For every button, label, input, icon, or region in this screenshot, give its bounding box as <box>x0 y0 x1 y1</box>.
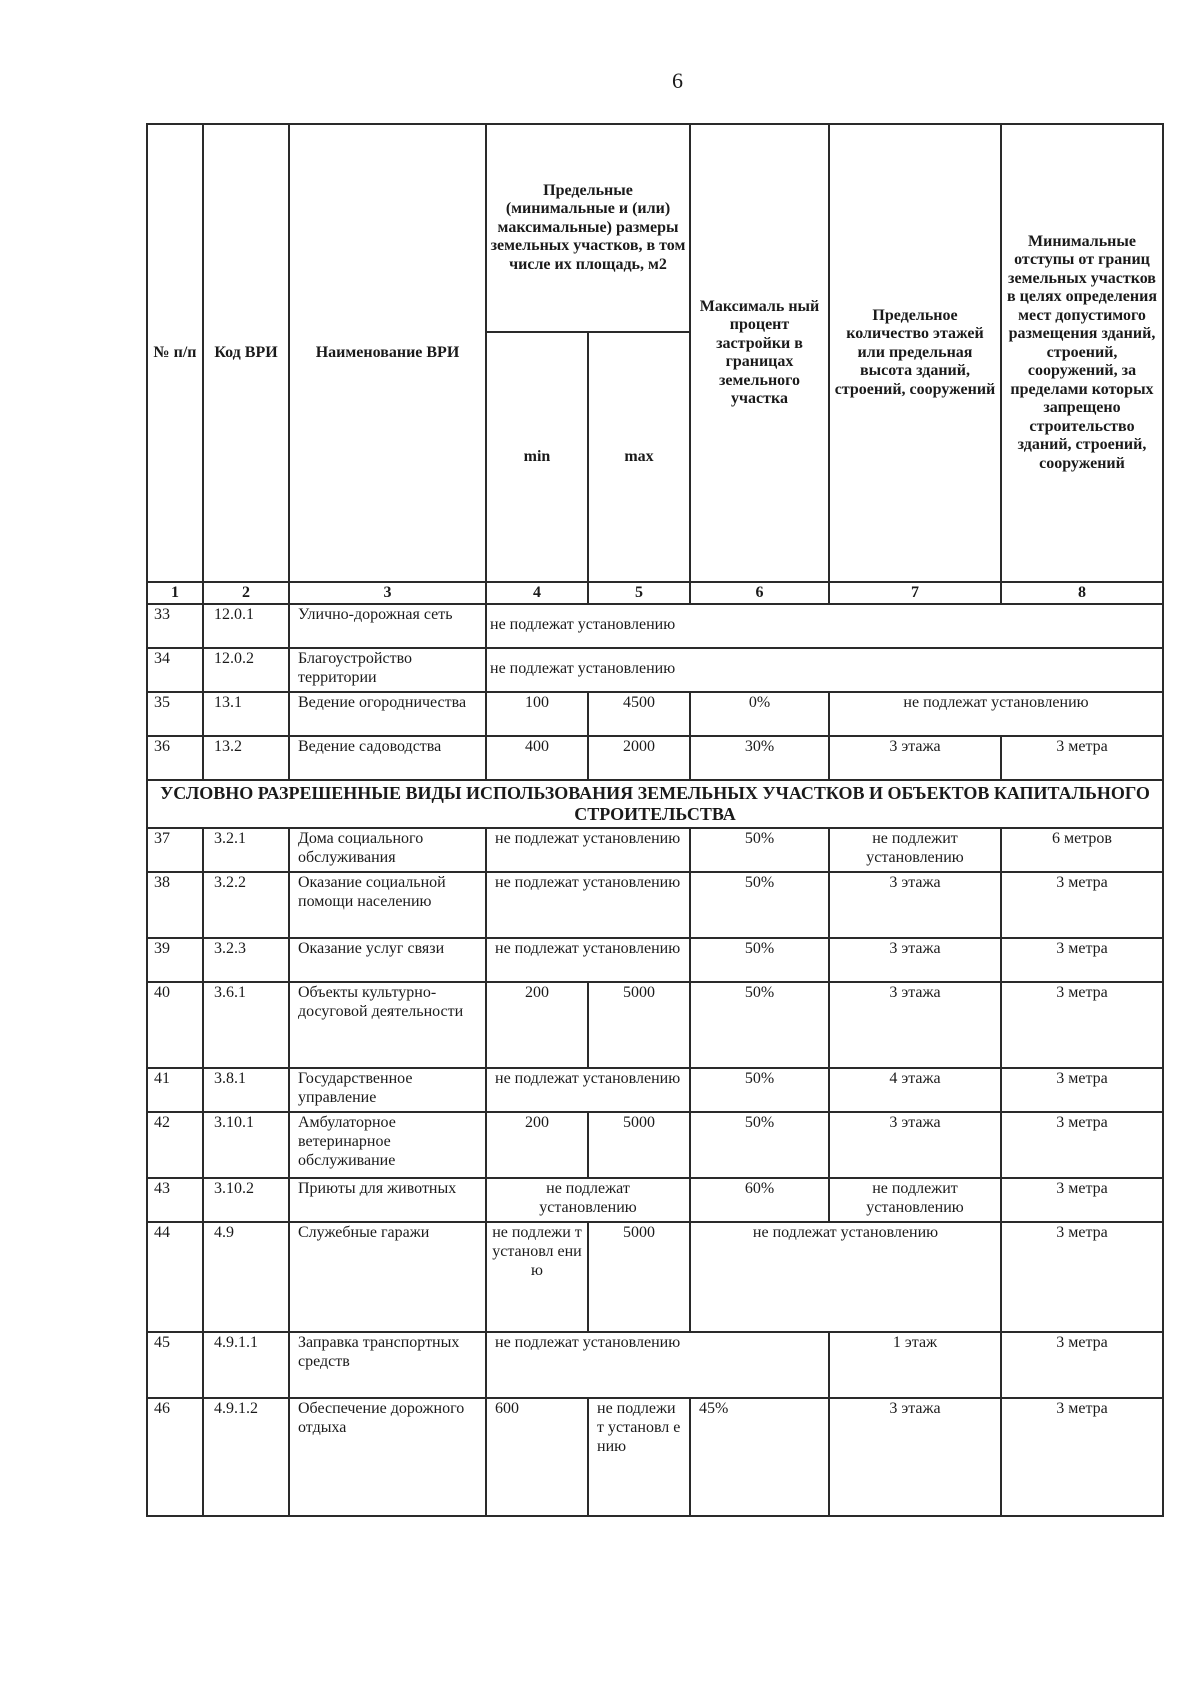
vri-name: Обеспечение дорожного отдыха <box>289 1398 486 1516</box>
min-value: 400 <box>486 736 588 780</box>
row-number: 36 <box>147 736 203 780</box>
vri-name: Заправка транспортных средств <box>289 1332 486 1398</box>
minmax-value: не подлежат установлению <box>486 938 690 982</box>
floors-value: 3 этажа <box>829 982 1001 1068</box>
row-number: 40 <box>147 982 203 1068</box>
coverage-value: 50% <box>690 828 829 872</box>
max-value: 4500 <box>588 692 690 736</box>
column-numbers-row <box>147 582 1163 604</box>
vri-code: 13.1 <box>203 692 289 736</box>
row-number: 35 <box>147 692 203 736</box>
table-row <box>147 1222 1163 1332</box>
merged-value: не подлежат установлению <box>486 604 1163 648</box>
table-row <box>147 982 1163 1068</box>
header-name: Наименование ВРИ <box>289 124 486 582</box>
vri-name: Ведение садоводства <box>289 736 486 780</box>
vri-code: 3.8.1 <box>203 1068 289 1112</box>
header-code: Код ВРИ <box>203 124 289 582</box>
table-row <box>147 1332 1163 1398</box>
merged-value: не подлежат установлению <box>486 1332 829 1398</box>
table-row <box>147 1112 1163 1178</box>
max-value: не подлежи т установл ению <box>588 1398 690 1516</box>
floors-value: 1 этаж <box>829 1332 1001 1398</box>
setback-value: 3 метра <box>1001 1112 1163 1178</box>
vri-name: Объекты культурно-досуговой деятельности <box>289 982 486 1068</box>
coverage-value: 50% <box>690 1068 829 1112</box>
coverage-value: 50% <box>690 982 829 1068</box>
coverage-value: 50% <box>690 1112 829 1178</box>
column-number: 4 <box>486 582 588 604</box>
coverage-value: 50% <box>690 938 829 982</box>
header-number: № п/п <box>147 124 203 582</box>
setback-value: 3 метра <box>1001 982 1163 1068</box>
row-number: 38 <box>147 872 203 938</box>
vri-name: Улично-дорожная сеть <box>289 604 486 648</box>
vri-code: 3.10.1 <box>203 1112 289 1178</box>
floors-value: 4 этажа <box>829 1068 1001 1112</box>
section-row <box>147 780 1163 828</box>
vri-name: Дома социального обслуживания <box>289 828 486 872</box>
vri-code: 12.0.1 <box>203 604 289 648</box>
merged-value: не подлежат установлению <box>829 692 1163 736</box>
floors-value: не подлежит установлению <box>829 1178 1001 1222</box>
setback-value: 6 метров <box>1001 828 1163 872</box>
min-value: не подлежи т установл ению <box>486 1222 588 1332</box>
vri-code: 3.10.2 <box>203 1178 289 1222</box>
vri-name: Служебные гаражи <box>289 1222 486 1332</box>
floors-value: не подлежит установлению <box>829 828 1001 872</box>
table-row <box>147 648 1163 692</box>
vri-name: Оказание социальной помощи населению <box>289 872 486 938</box>
table-row <box>147 736 1163 780</box>
setback-value: 3 метра <box>1001 1398 1163 1516</box>
vri-code: 3.6.1 <box>203 982 289 1068</box>
vri-name: Государственное управление <box>289 1068 486 1112</box>
coverage-value: 30% <box>690 736 829 780</box>
column-number: 1 <box>147 582 203 604</box>
coverage-value: 0% <box>690 692 829 736</box>
table-row <box>147 1178 1163 1222</box>
min-value: 200 <box>486 982 588 1068</box>
coverage-value: 60% <box>690 1178 829 1222</box>
merged-value: не подлежат установлению <box>486 648 1163 692</box>
vri-name: Амбулаторное ветеринарное обслуживание <box>289 1112 486 1178</box>
setback-value: 3 метра <box>1001 736 1163 780</box>
row-number: 34 <box>147 648 203 692</box>
min-value: 100 <box>486 692 588 736</box>
column-number: 5 <box>588 582 690 604</box>
column-number: 6 <box>690 582 829 604</box>
table-row <box>147 604 1163 648</box>
row-number: 43 <box>147 1178 203 1222</box>
vri-code: 12.0.2 <box>203 648 289 692</box>
table-row <box>147 692 1163 736</box>
header-floors: Предельное количество этажей или предельная высота зданий, строений, сооружений <box>829 124 1001 582</box>
section-title: УСЛОВНО РАЗРЕШЕННЫЕ ВИДЫ ИСПОЛЬЗОВАНИЯ ЗЕМЕЛЬНЫХ УЧАСТКОВ И ОБЪЕКТОВ КАПИТАЛЬНОГО СТРОИТЕЛЬСТВА <box>147 780 1163 828</box>
row-number: 46 <box>147 1398 203 1516</box>
setback-value: 3 метра <box>1001 1332 1163 1398</box>
vri-code: 4.9 <box>203 1222 289 1332</box>
header-min: min <box>486 332 588 582</box>
row-number: 42 <box>147 1112 203 1178</box>
vri-name: Приюты для животных <box>289 1178 486 1222</box>
merged-value: не подлежат установлению <box>690 1222 1001 1332</box>
column-number: 2 <box>203 582 289 604</box>
setback-value: 3 метра <box>1001 938 1163 982</box>
table-row <box>147 828 1163 872</box>
minmax-value: не подлежат установлению <box>486 1178 690 1222</box>
setback-value: 3 метра <box>1001 1068 1163 1112</box>
floors-value: 3 этажа <box>829 872 1001 938</box>
table-row <box>147 938 1163 982</box>
row-number: 39 <box>147 938 203 982</box>
vri-code: 13.2 <box>203 736 289 780</box>
table-row <box>147 1398 1163 1516</box>
floors-value: 3 этажа <box>829 1112 1001 1178</box>
floors-value: 3 этажа <box>829 736 1001 780</box>
floors-value: 3 этажа <box>829 1398 1001 1516</box>
row-number: 37 <box>147 828 203 872</box>
max-value: 5000 <box>588 1112 690 1178</box>
min-value: 200 <box>486 1112 588 1178</box>
setback-value: 3 метра <box>1001 1178 1163 1222</box>
row-number: 41 <box>147 1068 203 1112</box>
header-max-coverage: Максималь ный процент застройки в границах земельного участка <box>690 124 829 582</box>
setback-value: 3 метра <box>1001 872 1163 938</box>
setback-value: 3 метра <box>1001 1222 1163 1332</box>
max-value: 2000 <box>588 736 690 780</box>
minmax-value: не подлежат установлению <box>486 872 690 938</box>
max-value: 5000 <box>588 1222 690 1332</box>
coverage-value: 45% <box>690 1398 829 1516</box>
row-number: 33 <box>147 604 203 648</box>
vri-name: Благоустройство территории <box>289 648 486 692</box>
minmax-value: не подлежат установлению <box>486 828 690 872</box>
vri-name: Оказание услуг связи <box>289 938 486 982</box>
minmax-value: не подлежат установлению <box>486 1068 690 1112</box>
column-number: 7 <box>829 582 1001 604</box>
floors-value: 3 этажа <box>829 938 1001 982</box>
vri-code: 3.2.2 <box>203 872 289 938</box>
min-value: 600 <box>486 1398 588 1516</box>
row-number: 44 <box>147 1222 203 1332</box>
column-number: 8 <box>1001 582 1163 604</box>
header-setbacks: Минимальные отступы от границ земельных участков в целях определения мест допустимого размещения зданий, строений, сооружений, за пределами которых запрещено строительство зданий, строений, сооружений <box>1001 124 1163 582</box>
header-max: max <box>588 332 690 582</box>
page-number: 6 <box>672 68 683 93</box>
vri-code: 3.2.3 <box>203 938 289 982</box>
max-value: 5000 <box>588 982 690 1068</box>
coverage-value: 50% <box>690 872 829 938</box>
row-number: 45 <box>147 1332 203 1398</box>
column-number: 3 <box>289 582 486 604</box>
vri-code: 4.9.1.2 <box>203 1398 289 1516</box>
regulations-table <box>146 123 1164 1517</box>
vri-code: 4.9.1.1 <box>203 1332 289 1398</box>
table-row <box>147 872 1163 938</box>
table-row <box>147 1068 1163 1112</box>
vri-code: 3.2.1 <box>203 828 289 872</box>
header-plot-size: Предельные (минимальные и (или) максимальные) размеры земельных участков, в том числе их площадь, м2 <box>486 124 690 332</box>
vri-name: Ведение огородничества <box>289 692 486 736</box>
